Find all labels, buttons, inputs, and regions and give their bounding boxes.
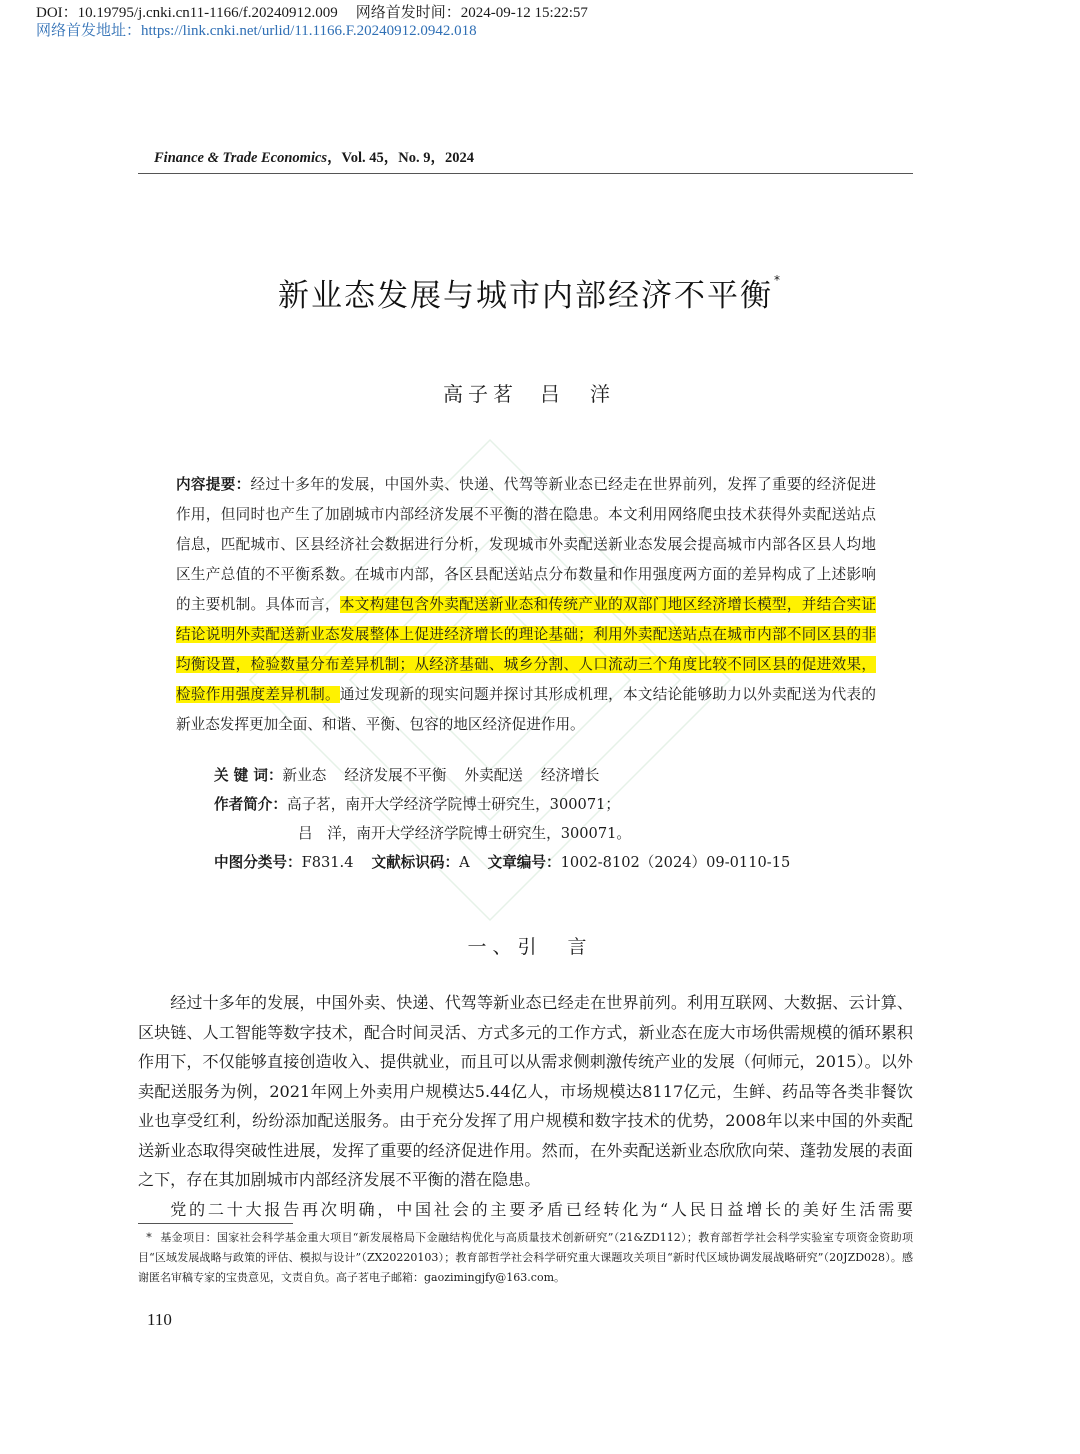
title-text: 新业态发展与城市内部经济不平衡 (278, 278, 773, 314)
header-rule (138, 173, 913, 174)
keyword: 经济发展不平衡 (344, 767, 447, 784)
paragraph: 经过十多年的发展，中国外卖、快递、代驾等新业态已经走在世界前列。利用互联网、大数据、云计算、区块链、人工智能等数字技术，配合时间灵活、方式多元的工作方式，新业态在庞大市场供需规模的循环累积作用下，不仅能够直接创造收入、提供就业，而且可以从需求侧刺激传统产业的发展（何师元，2015）。以外卖配送服务为例，2021年网上外卖用户规模达5.44亿人，市场规模达8117亿元，生鲜、药品等各类非餐饮业也享受红利，纷纷添加配送服务。由于充分发挥了用户规模和数字技术的优势，2008年以来中国的外卖配送新业态取得突破性进展，发挥了重要的经济促进作用。然而，在外卖配送新业态欣欣向荣、蓬勃发展的表面之下，存在其加剧城市内部经济发展不平衡的潜在隐患。 (138, 993, 913, 1189)
paragraph: 党的二十大报告再次明确，中国社会的主要矛盾已经转化为“人民日益增长的美好生活需要 (170, 1199, 913, 1219)
abstract-highlight: 本文构建包含外卖配送新业态和传统产业的双部门地区经济增长模型，并结合实证结论说明外卖配送新业态发展整体上促进经济增长的理论基础；利用外卖配送站点在城市内部不同区县的非均衡设置，检验数量分布差异机制；从经济基础、城乡分割、人口流动三个角度比较不同区县的促进效果，检验作用强度差异机制。 (176, 596, 876, 703)
title-footnote-mark: * (774, 273, 780, 287)
doi-line (36, 4, 588, 22)
author-info-line: 高子茗，南开大学经济学院博士研究生，300071； (286, 796, 620, 813)
author-info-line: 吕 洋，南开大学经济学院博士研究生，300071。 (298, 825, 631, 842)
online-publish-url[interactable]: 网络首发地址：https://link.cnki.net/urlid/11.1166.F.20240912.0942.018 (36, 23, 477, 39)
footnote-rule (138, 1223, 293, 1224)
author-info-label: 作者简介： (214, 796, 287, 813)
author-list (0, 378, 1058, 407)
online-publish-time: 网络首发时间：2024-09-12 15:22:57 (355, 5, 588, 21)
abstract (176, 470, 876, 740)
classification (214, 852, 790, 874)
keywords (214, 765, 599, 787)
clc-value: F831.4 (301, 854, 354, 871)
journal-header (154, 146, 474, 167)
author-name: 高子茗 (443, 382, 518, 406)
journal-volume: ，Vol. 45，No. 9，2024 (327, 150, 474, 166)
abstract-text-end: 通过发现新的现实问题并探讨其形成机理，本文结论能够助力以外卖配送为代表的新业态发挥更加全面、和谐、平衡、包容的地区经济促进作用。 (176, 686, 876, 733)
keywords-label: 关 键 词： (214, 767, 283, 784)
author-info (214, 794, 620, 816)
footnote-text: 基金项目：国家社会科学基金重大项目“新发展格局下金融结构优化与高质量技术创新研究”（21&ZD112）；教育部哲学社会科学实验室专项资金资助项目“区域发展战略与政策的评估、模拟与设计”（ZX20220103）；教育部哲学社会科学研究重大课题攻关项目“新时代区域协调发展战略研究”（20JZD028）。感谢匿名审稿专家的宝贵意见，文责自负。高子茗电子邮箱：gaozimingjfy@163.com。 (138, 1231, 913, 1284)
doi-text: DOI：10.19795/j.cnki.cn11-1166/f.20240912.009 (36, 5, 338, 21)
doc-code-label: 文献标识码： (371, 854, 460, 871)
keyword: 外卖配送 (464, 767, 523, 784)
footnote (138, 1228, 913, 1288)
article-number-value: 1002-8102（2024）09-0110-15 (560, 854, 791, 871)
author-name: 吕 洋 (540, 382, 615, 406)
section-heading: 一、引 言 (467, 936, 593, 958)
page-number: 110 (147, 1310, 172, 1329)
article-number-label: 文章编号： (487, 854, 561, 871)
footnote-mark: * (146, 1231, 152, 1244)
abstract-label: 内容提要： (176, 476, 251, 493)
doc-code-value: A (459, 854, 470, 871)
body-text (138, 988, 913, 1224)
clc-label: 中图分类号： (214, 854, 302, 871)
journal-name: Finance & Trade Economics (154, 150, 328, 166)
abstract-text: 经过十多年的发展，中国外卖、快递、代驾等新业态已经走在世界前列，发挥了重要的经济促进作用，但同时也产生了加剧城市内部经济发展不平衡的潜在隐患。本文利用网络爬虫技术获得外卖配送站点信息，匹配城市、区县经济社会数据进行分析，发现城市外卖配送新业态发展会提高城市内部各区县人均地区生产总值的不平衡系数。在城市内部，各区县配送站点分布数量和作用强度两方面的差异构成了上述影响的主要机制。具体而言， (176, 476, 876, 613)
keyword: 新业态 (282, 767, 327, 784)
paper-title (0, 270, 1058, 315)
keyword: 经济增长 (540, 767, 600, 784)
